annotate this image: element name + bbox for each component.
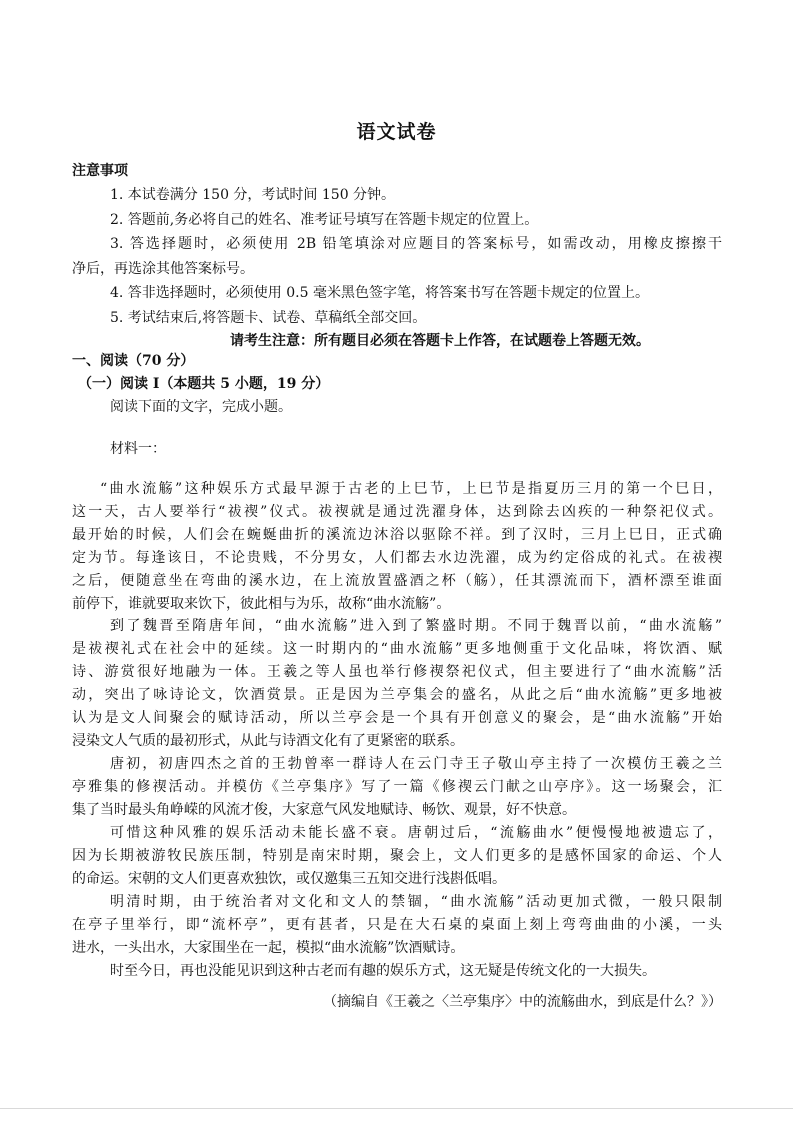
instruction: 阅读下面的文字，完成小题。 bbox=[110, 399, 292, 415]
passage-line: “曲水流觞”这种娱乐方式最早源于古老的上巳节，上巳节是指夏历三月的第一个巳日， bbox=[100, 481, 722, 497]
passage-line: 到了魏晋至隋唐年间，“曲水流觞”进入到了繁盛时期。不同于魏晋以前，“曲水流觞” bbox=[110, 618, 722, 634]
sub-section-heading: （一）阅读 I（本题共 5 小题，19 分） bbox=[78, 376, 330, 392]
passage-line: 浸染文人气质的最初形式，从此与诗酒文化有了更紧密的联系。 bbox=[72, 733, 464, 749]
page-title: 语文试卷 bbox=[356, 121, 437, 143]
notice-item-4: 4. 答非选择题时，必须使用 0.5 毫米黑色签字笔，将答案书写在答题卡规定的位置上。 bbox=[110, 285, 649, 301]
page-bottom-rule bbox=[0, 1108, 793, 1109]
notice-item-5: 5. 考试结束后,将答题卡、试卷、草稿纸全部交回。 bbox=[110, 310, 427, 326]
notice-heading: 注意事项 bbox=[72, 163, 128, 179]
passage-line: 集了当时最头角峥嵘的风流才俊，大家意气风发地赋诗、畅饮、观景，好不快意。 bbox=[72, 802, 576, 818]
passage-line: 时至今日，再也没能见识到这种古老而有趣的娱乐方式，这无疑是传统文化的一大损失。 bbox=[110, 963, 656, 979]
passage-line: 动，突出了咏诗论文，饮酒赏景。正是因为兰亭集会的盛名，从此之后“曲水流觞”更多地被 bbox=[72, 687, 722, 703]
passage-line: 认为是文人间聚会的赋诗活动，所以兰亭会是一个具有开创意义的聚会，是“曲水流觞”开始 bbox=[72, 710, 722, 726]
passage-line: 的命运。宋朝的文人们更喜欢独饮，或仅邀集三五知交进行浅斟低唱。 bbox=[72, 871, 506, 887]
notice-item-3-cont: 净后，再选涂其他答案标号。 bbox=[72, 261, 254, 277]
notice-item-1: 1. 本试卷满分 150 分，考试时间 150 分钟。 bbox=[110, 187, 396, 203]
material-label: 材料一： bbox=[110, 441, 166, 457]
passage-line: 明清时期，由于统治者对文化和文人的禁锢，“曲水流觞”活动更加式微，一般只限制 bbox=[110, 894, 722, 910]
notice-item-3: 3. 答选择题时，必须使用 2B 铅笔填涂对应题目的答案标号，如需改动，用橡皮擦擦干 bbox=[110, 236, 722, 252]
passage-line: 是祓禊礼式在社会中的延续。这一时期内的“曲水流觞”更多地侧重于文化品味，将饮酒、赋 bbox=[72, 641, 722, 657]
passage-line: 之后，便随意坐在弯曲的溪水边，在上流放置盛酒之杯（觞），任其漂流而下，酒杯漂至谁面 bbox=[72, 573, 722, 589]
notice-item-2: 2. 答题前,务必将自己的姓名、准考证号填写在答题卡规定的位置上。 bbox=[110, 212, 539, 228]
passage-line: 亭雅集的修禊活动。并模仿《兰亭集序》写了一篇《修禊云门献之山亭序》。这一场聚会，汇 bbox=[72, 779, 722, 795]
passage-line: 定为节。每逢该日，不论贵贱，不分男女，人们都去水边洗濯，成为约定俗成的礼式。在祓禊 bbox=[72, 550, 722, 566]
passage-line: 这一天，古人要举行“祓禊”仪式。祓禊就是通过洗濯身体，达到除去凶疾的一种祭祀仪式。 bbox=[72, 504, 722, 520]
source-citation: （摘编自《王羲之〈兰亭集序〉中的流觞曲水，到底是什么？》） bbox=[323, 994, 722, 1010]
section-heading: 一、阅读（70 分） bbox=[72, 353, 195, 369]
passage-line: 唐初，初唐四杰之首的王勃曾率一群诗人在云门寺王子敬山亭主持了一次模仿王羲之兰 bbox=[110, 756, 722, 772]
passage-line: 进水，一头出水，大家围坐在一起，模拟“曲水流觞”饮酒赋诗。 bbox=[72, 940, 465, 956]
passage-line: 诗、游赏很好地融为一体。王羲之等人虽也举行修禊祭祀仪式，但主要进行了“曲水流觞”活 bbox=[72, 664, 722, 680]
passage-line: 可惜这种风雅的娱乐活动未能长盛不衰。唐朝过后，“流觞曲水”便慢慢地被遗忘了， bbox=[110, 825, 722, 841]
passage-line: 前停下，谁就要取来饮下，彼此相与为乐，故称“曲水流觞”。 bbox=[72, 596, 451, 612]
passage-line: 最开始的时候，人们会在蜿蜒曲折的溪流边沐浴以驱除不祥。到了汉时，三月上巳日，正式确 bbox=[72, 527, 722, 543]
passage-line: 因为长期被游牧民族压制，特别是南宋时期，聚会上，文人们更多的是感怀国家的命运、个人 bbox=[72, 848, 722, 864]
passage-line: 在亭子里举行，即“流杯亭”，更有甚者，只是在大石桌的桌面上刻上弯弯曲曲的小溪，一头 bbox=[72, 917, 722, 933]
notice-warning: 请考生注意：所有题目必须在答题卡上作答，在试题卷上答题无效。 bbox=[230, 333, 650, 349]
